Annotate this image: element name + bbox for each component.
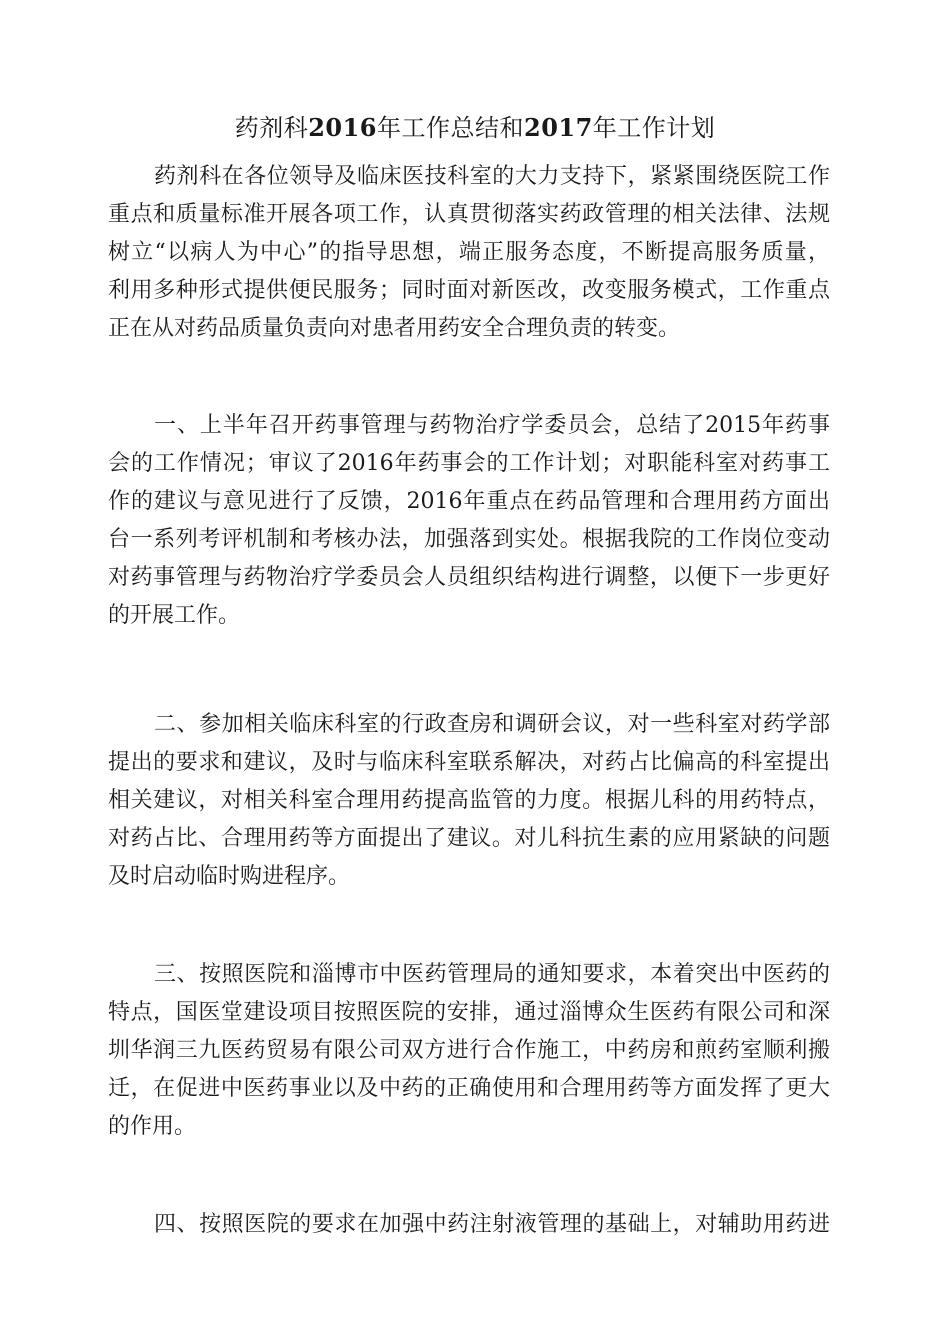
- title-part-3: 年工作计划: [592, 114, 716, 142]
- paragraph-line: 药剂科在各位领导及临床医技科室的大力支持下，紧紧围绕医院工作: [154, 164, 830, 189]
- paragraph-item-1: [108, 407, 830, 635]
- title-part-1: 药剂科: [234, 114, 309, 142]
- paragraph-line: 特点，国医堂建设项目按照医院的安排，通过淄博众生医药有限公司和深: [108, 1000, 830, 1025]
- paragraph-line: 作的建议与意见进行了反馈，2016年重点在药品管理和合理用药方面出: [108, 489, 830, 514]
- paragraph-line: 提出的要求和建议，及时与临床科室联系解决，对药占比偏高的科室提出: [108, 750, 830, 775]
- paragraph-line: 迁，在促进中医药事业以及中药的正确使用和合理用药等方面发挥了更大: [108, 1076, 830, 1101]
- title-part-2: 年工作总结和: [377, 114, 524, 142]
- paragraph-line: 会的工作情况；审议了2016年药事会的工作计划；对职能科室对药事工: [108, 451, 830, 476]
- paragraph-line: 及时启动临时购进程序。: [108, 864, 351, 889]
- paragraph-line: 台一系列考评机制和考核办法，加强落到实处。根据我院的工作岗位变动: [108, 527, 830, 552]
- title-year-2016: 2016: [308, 113, 377, 142]
- paragraph-item-3: [108, 956, 830, 1146]
- paragraph-line: 的作用。: [108, 1114, 197, 1139]
- paragraph-line: 正在从对药品质量负责向对患者用药安全合理负责的转变。: [108, 316, 681, 341]
- paragraph-line: 的开展工作。: [108, 603, 241, 628]
- paragraph-line: 三、按照医院和淄博市中医药管理局的通知要求，本着突出中医药的: [154, 962, 830, 987]
- paragraph-line: 圳华润三九医药贸易有限公司双方进行合作施工，中药房和煎药室顺利搬: [108, 1038, 830, 1063]
- document-title: [0, 110, 950, 146]
- paragraph-line: 二、参加相关临床科室的行政查房和调研会议，对一些科室对药学部: [154, 712, 830, 737]
- paragraph-intro: [108, 158, 830, 348]
- paragraph-line: 利用多种形式提供便民服务；同时面对新医改，改变服务模式，工作重点: [108, 278, 830, 303]
- paragraph-line: 对药占比、合理用药等方面提出了建议。对儿科抗生素的应用紧缺的问题: [108, 826, 830, 851]
- paragraph-line: 四、按照医院的要求在加强中药注射液管理的基础上，对辅助用药进: [154, 1212, 830, 1237]
- paragraph-item-2: [108, 706, 830, 896]
- title-year-2017: 2017: [524, 113, 593, 142]
- paragraph-line: 对药事管理与药物治疗学委员会人员组织结构进行调整，以便下一步更好: [108, 565, 830, 590]
- paragraph-line: 一、上半年召开药事管理与药物治疗学委员会，总结了2015年药事: [154, 413, 830, 438]
- paragraph-item-4: [108, 1206, 830, 1244]
- paragraph-line: 重点和质量标准开展各项工作，认真贯彻落实药政管理的相关法律、法规: [108, 202, 830, 227]
- paragraph-line: 相关建议，对相关科室合理用药提高监管的力度。根据儿科的用药特点，: [108, 788, 830, 813]
- paragraph-line: 树立“以病人为中心”的指导思想，端正服务态度，不断提高服务质量，: [108, 240, 830, 265]
